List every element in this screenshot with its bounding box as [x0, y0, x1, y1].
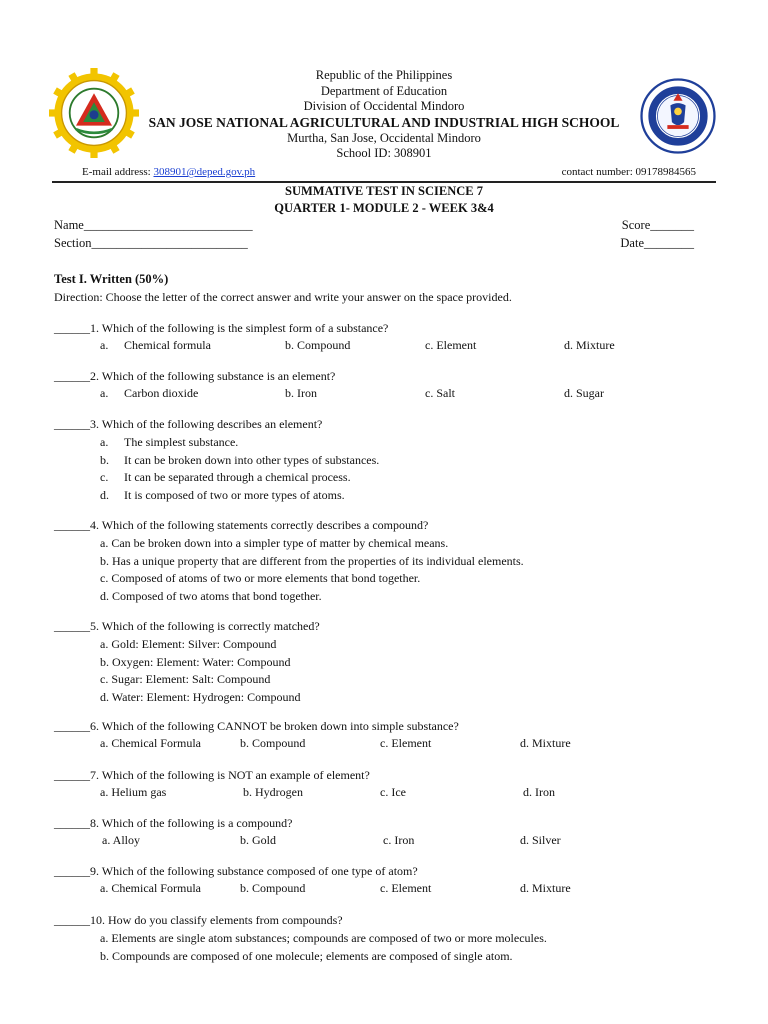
question-stem: ______3. Which of the following describes an element?	[54, 417, 323, 431]
question-10	[54, 912, 714, 965]
choice-d	[54, 487, 714, 505]
choice-text: It can be separated through a chemical process.	[124, 470, 351, 485]
question-6	[54, 718, 714, 753]
question-4	[54, 517, 714, 605]
choice-c: c. Element	[380, 736, 432, 750]
email-link[interactable]: 308901@deped.gov.ph	[153, 166, 256, 178]
choice-b: b. Oxygen: Element: Water: Compound	[100, 654, 291, 669]
email-block	[82, 166, 255, 178]
choice-text: It is composed of two or more types of atoms.	[124, 487, 345, 502]
choice-letter: c.	[100, 470, 109, 485]
question-stem: ______7. Which of the following is NOT an example of element?	[54, 768, 370, 782]
choice-a: Carbon dioxide	[124, 386, 199, 400]
name-field[interactable]: Name___________________________	[54, 218, 253, 232]
choice-letter: b.	[100, 452, 109, 467]
question-3	[54, 416, 714, 504]
test-title	[0, 183, 768, 217]
choice-d: d. Mixture	[564, 338, 615, 352]
choice-a: a. Gold: Element: Silver: Compound	[100, 637, 277, 651]
choice-b	[54, 452, 714, 470]
choice-b: b. Compounds are composed of one molecule; elements are composed of single atom.	[100, 948, 513, 963]
choice-letter: d.	[100, 487, 109, 502]
choice-d: d. Iron	[523, 785, 555, 799]
choice-text: It can be broken down into other types of substances.	[124, 452, 380, 467]
contact-number: contact number: 09178984565	[561, 166, 696, 178]
test-title-line2: QUARTER 1- MODULE 2 - WEEK 3&4	[274, 201, 494, 215]
question-stem: ______4. Which of the following statements correctly describes a compound?	[54, 518, 429, 532]
republic-line: Republic of the Philippines	[315, 68, 453, 82]
section-date-row	[54, 236, 694, 251]
choice-letter: a.	[100, 435, 109, 449]
choice-a	[54, 434, 714, 452]
choice-c: c. Sugar: Element: Salt: Compound	[100, 672, 271, 687]
date-field[interactable]: Date________	[620, 236, 694, 250]
choice-c	[54, 469, 714, 487]
choice-c: c. Salt	[425, 386, 455, 400]
score-field[interactable]: Score_______	[621, 218, 694, 232]
choice-a: a. Chemical Formula	[100, 736, 201, 750]
choice-a-letter: a.	[100, 338, 109, 352]
choice-d: d. Mixture	[520, 881, 571, 895]
choices	[54, 881, 714, 898]
choices	[54, 338, 714, 355]
choices	[54, 434, 714, 504]
test-heading: Test I. Written (50%)	[54, 272, 169, 286]
choice-b: b. Iron	[285, 386, 317, 400]
choice-d: d. Silver	[520, 833, 561, 847]
choice-c: c. Element	[380, 881, 432, 895]
choice-a: a. Helium gas	[100, 785, 167, 799]
email-label: E-mail address:	[82, 166, 151, 178]
choice-b: b. Compound	[240, 881, 306, 895]
choices	[54, 736, 714, 753]
question-8	[54, 815, 714, 850]
choice-c: c. Ice	[380, 785, 406, 799]
choice-a: a. Alloy	[102, 833, 140, 847]
question-7	[54, 767, 714, 802]
choice-a: a. Chemical Formula	[100, 881, 201, 895]
question-9	[54, 863, 714, 898]
choices	[54, 930, 714, 965]
department-line: Department of Education	[320, 83, 448, 98]
division-line: Division of Occidental Mindoro	[303, 99, 465, 113]
question-stem: ______2. Which of the following substance is an element?	[54, 369, 336, 383]
question-stem: ______9. Which of the following substance composed of one type of atom?	[54, 864, 418, 878]
choice-d: d. Composed of two atoms that bond together.	[100, 588, 322, 603]
direction-text: Direction: Choose the letter of the correct answer and write your answer on the space provided.	[54, 290, 512, 304]
school-name: SAN JOSE NATIONAL AGRICULTURAL AND INDUSTRIAL HIGH SCHOOL	[148, 114, 620, 130]
choice-b: b. Gold	[240, 833, 276, 847]
choice-c: c. Element	[425, 338, 477, 352]
choices	[54, 833, 714, 850]
choice-a-letter: a.	[100, 386, 109, 400]
question-2	[54, 368, 714, 403]
contact-line	[82, 166, 696, 178]
choices	[54, 785, 714, 802]
choice-text: The simplest substance.	[124, 435, 239, 449]
choices	[54, 636, 714, 706]
choices	[54, 535, 714, 605]
choice-a: a. Can be broken down into a simpler type of matter by chemical means.	[100, 536, 449, 550]
choice-b: b. Compound	[240, 736, 306, 750]
question-stem: ______5. Which of the following is correctly matched?	[54, 619, 320, 633]
school-id: School ID: 308901	[336, 146, 432, 160]
choice-c: c. Iron	[383, 833, 415, 847]
choice-c: c. Composed of atoms of two or more elements that bond together.	[100, 571, 421, 586]
school-address: Murtha, San Jose, Occidental Mindoro	[287, 130, 481, 145]
choice-a: a. Elements are single atom substances; compounds are composed of two or more molecules.	[100, 931, 547, 945]
choice-a: Chemical formula	[124, 338, 211, 352]
letterhead	[0, 68, 768, 162]
test-title-line1: SUMMATIVE TEST IN SCIENCE 7	[285, 184, 483, 198]
choice-d: d. Sugar	[564, 386, 604, 400]
choices	[54, 386, 714, 403]
name-score-row	[54, 218, 694, 233]
section-field[interactable]: Section_________________________	[54, 236, 248, 250]
question-stem: ______8. Which of the following is a compound?	[54, 816, 293, 830]
question-stem: ______1. Which of the following is the simplest form of a substance?	[54, 321, 389, 335]
question-stem: ______6. Which of the following CANNOT be broken down into simple substance?	[54, 719, 459, 733]
choice-d: d. Water: Element: Hydrogen: Compound	[100, 689, 301, 704]
choice-b: b. Has a unique property that are different from the properties of its individual elements.	[100, 553, 524, 568]
choice-d: d. Mixture	[520, 736, 571, 750]
question-1	[54, 320, 714, 355]
choice-b: b. Hydrogen	[243, 785, 303, 799]
question-stem: ______10. How do you classify elements from compounds?	[54, 913, 343, 927]
question-5	[54, 618, 714, 706]
choice-b: b. Compound	[285, 338, 351, 352]
